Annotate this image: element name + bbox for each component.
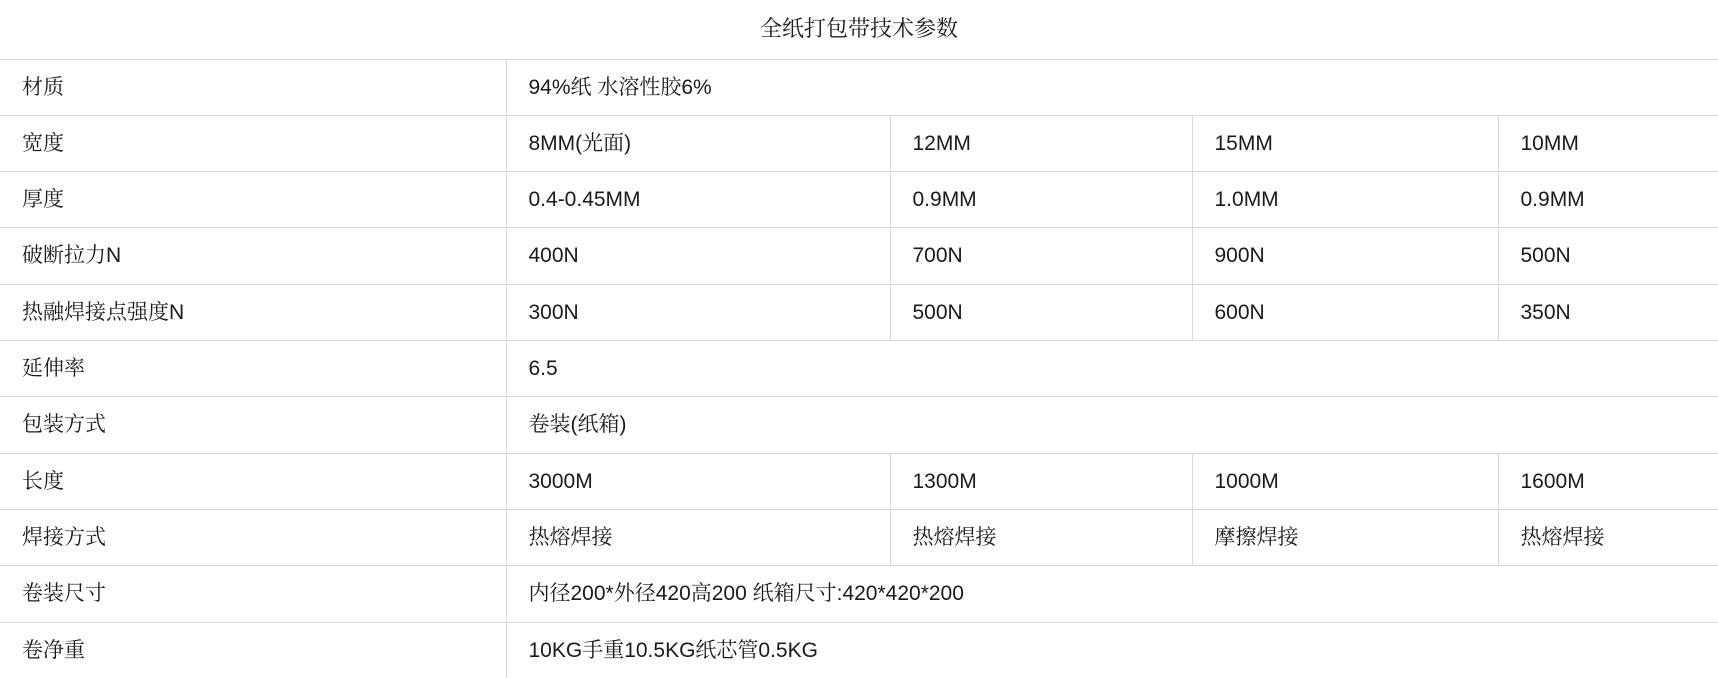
row-value: 热熔焊接 — [506, 509, 890, 565]
row-label: 卷装尺寸 — [0, 566, 506, 622]
row-value: 0.4-0.45MM — [506, 172, 890, 228]
row-value: 摩擦焊接 — [1192, 509, 1498, 565]
table-row — [0, 566, 1718, 622]
table-row — [0, 397, 1718, 453]
row-label: 延伸率 — [0, 341, 506, 397]
row-value: 0.9MM — [1498, 172, 1718, 228]
row-value: 400N — [506, 228, 890, 284]
row-value: 500N — [1498, 228, 1718, 284]
row-value: 350N — [1498, 284, 1718, 340]
table-row — [0, 341, 1718, 397]
row-label: 厚度 — [0, 172, 506, 228]
row-label: 材质 — [0, 59, 506, 115]
table-title-row — [0, 0, 1718, 59]
row-label: 破断拉力N — [0, 228, 506, 284]
row-label: 热融焊接点强度N — [0, 284, 506, 340]
row-value: 94%纸 水溶性胶6% — [506, 59, 1718, 115]
row-value: 3000M — [506, 453, 890, 509]
row-value: 热熔焊接 — [890, 509, 1192, 565]
row-value: 1000M — [1192, 453, 1498, 509]
row-value: 300N — [506, 284, 890, 340]
row-value: 12MM — [890, 115, 1192, 171]
row-value: 卷装(纸箱) — [506, 397, 1718, 453]
row-value: 内径200*外径420高200 纸箱尺寸:420*420*200 — [506, 566, 1718, 622]
row-value: 1.0MM — [1192, 172, 1498, 228]
row-label: 焊接方式 — [0, 509, 506, 565]
table-row — [0, 453, 1718, 509]
row-label: 包装方式 — [0, 397, 506, 453]
row-value: 15MM — [1192, 115, 1498, 171]
row-value: 10KG手重10.5KG纸芯管0.5KG — [506, 622, 1718, 678]
row-value: 1300M — [890, 453, 1192, 509]
row-value: 700N — [890, 228, 1192, 284]
row-value: 0.9MM — [890, 172, 1192, 228]
table-row — [0, 59, 1718, 115]
row-value: 6.5 — [506, 341, 1718, 397]
row-label: 卷净重 — [0, 622, 506, 678]
row-label: 长度 — [0, 453, 506, 509]
table-row — [0, 228, 1718, 284]
row-label: 宽度 — [0, 115, 506, 171]
page-title: 全纸打包带技术参数 — [0, 0, 1718, 59]
row-value: 8MM(光面) — [506, 115, 890, 171]
row-value: 1600M — [1498, 453, 1718, 509]
table-row — [0, 172, 1718, 228]
row-value: 10MM — [1498, 115, 1718, 171]
table-row — [0, 509, 1718, 565]
table-row — [0, 115, 1718, 171]
row-value: 900N — [1192, 228, 1498, 284]
row-value: 500N — [890, 284, 1192, 340]
table-row — [0, 622, 1718, 678]
table-row — [0, 284, 1718, 340]
row-value: 600N — [1192, 284, 1498, 340]
row-value: 热熔焊接 — [1498, 509, 1718, 565]
